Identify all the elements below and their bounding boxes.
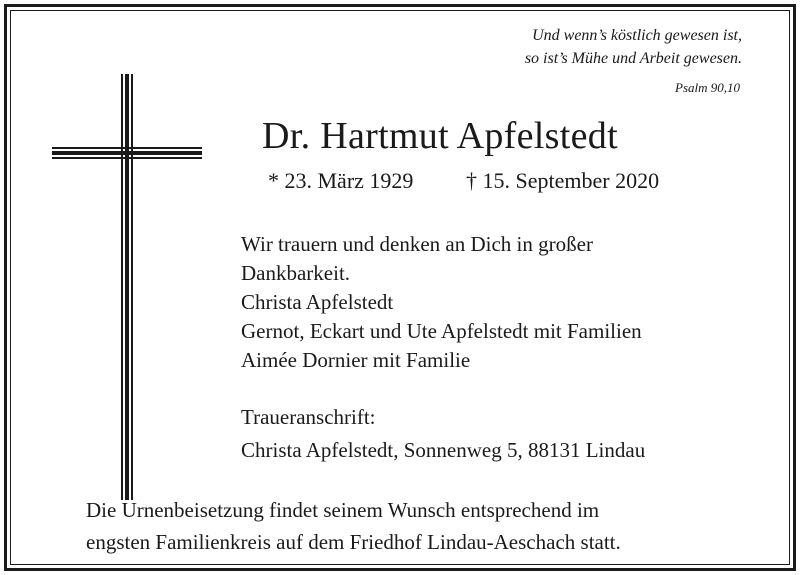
mourners-line: Aimée Dornier mit Familie xyxy=(241,348,471,372)
quote-line-1: Und wenn’s köstlich gewesen ist, xyxy=(532,27,742,44)
epigraph-quote xyxy=(525,24,742,70)
birth-date: * 23. März 1929 xyxy=(268,168,414,193)
mourners-block xyxy=(241,230,642,375)
address-label: Traueranschrift: xyxy=(241,405,376,429)
cross-icon xyxy=(52,74,202,500)
burial-line-1: Die Urnenbeisetzung findet seinem Wunsch entsprechend im xyxy=(86,498,600,522)
mourners-line: Gernot, Eckart und Ute Apfelstedt mit Familien xyxy=(241,319,642,343)
mourners-line: Dankbarkeit. xyxy=(241,261,351,285)
quote-line-2: so ist’s Mühe und Arbeit gewesen. xyxy=(524,50,742,67)
death-date: † 15. September 2020 xyxy=(466,168,660,193)
mourners-line: Christa Apfelstedt xyxy=(241,290,394,314)
burial-line-2: engsten Familienkreis auf dem Friedhof Lindau-Aeschach statt. xyxy=(86,530,621,554)
deceased-name: Dr. Hartmut Apfelstedt xyxy=(262,115,618,157)
mourners-line: Wir trauern und denken an Dich in großer xyxy=(241,232,593,256)
burial-notice xyxy=(86,494,621,558)
address-value: Christa Apfelstedt, Sonnenweg 5, 88131 Lindau xyxy=(241,438,646,462)
quote-source: Psalm 90,10 xyxy=(675,80,740,95)
